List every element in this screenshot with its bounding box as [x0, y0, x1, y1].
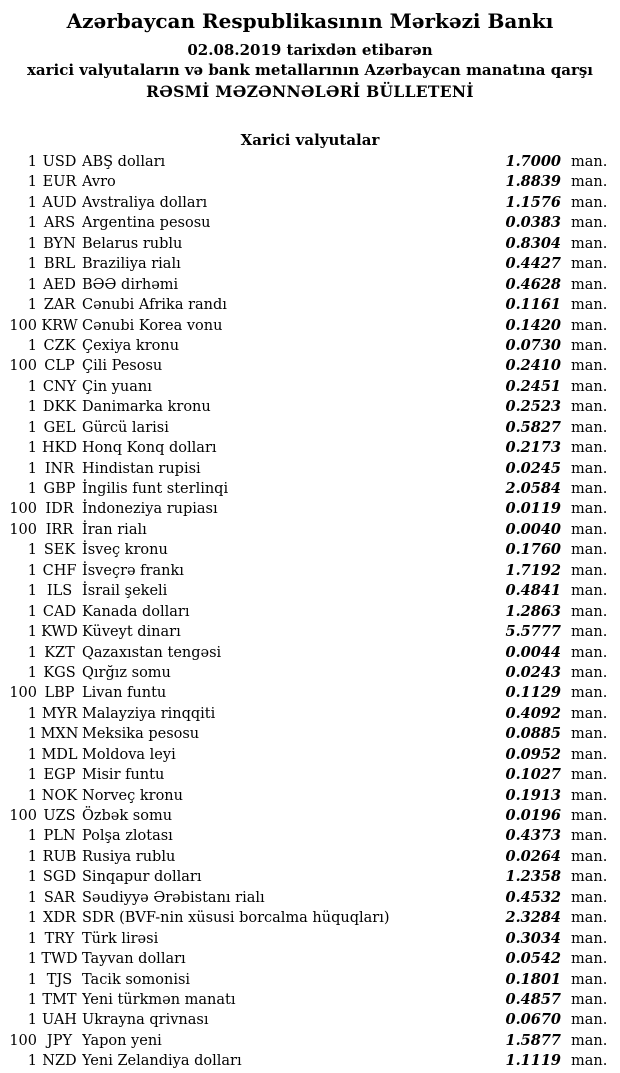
table-row	[0, 581, 608, 601]
table-row	[0, 826, 608, 846]
currency-code: KRW	[41, 317, 78, 334]
rate-unit: man.	[571, 440, 608, 457]
currency-name: Sinqapur dolları	[82, 869, 202, 886]
quantity: 1	[27, 664, 37, 681]
rate-value: 0.0040	[505, 520, 561, 538]
rate-value: 0.2451	[505, 377, 561, 395]
rate-value: 5.5777	[505, 623, 561, 641]
quantity: 100	[9, 685, 37, 702]
currency-name: Rusiya rublu	[82, 848, 176, 865]
rate-value: 0.1161	[505, 296, 561, 314]
rate-value: 0.0245	[505, 459, 561, 477]
table-row	[0, 867, 608, 887]
currency-name: Honq Konq dolları	[82, 440, 217, 457]
currency-code: TJS	[46, 971, 73, 988]
currency-name: Norveç kronu	[82, 787, 183, 804]
currency-code: MDL	[41, 746, 78, 763]
rate-unit: man.	[571, 1032, 608, 1049]
rate-value: 0.1420	[505, 316, 561, 334]
rate-value: 0.2410	[505, 357, 561, 375]
currency-code: PLN	[43, 828, 76, 845]
currency-code: CNY	[42, 378, 77, 395]
rate-value: 2.3284	[505, 909, 561, 927]
rate-unit: man.	[571, 358, 608, 375]
rate-value: 1.8839	[505, 173, 561, 191]
currency-name: Livan funtu	[82, 685, 167, 702]
rate-unit: man.	[571, 787, 608, 804]
currency-name: Çexiya kronu	[82, 337, 180, 354]
currency-name: Meksika pesosu	[82, 726, 200, 743]
rate-unit: man.	[571, 889, 608, 906]
rate-unit: man.	[571, 174, 608, 191]
currency-code: LBP	[44, 685, 75, 702]
currency-name: İsveçrə frankı	[82, 562, 184, 579]
quantity: 1	[27, 337, 37, 354]
currency-code: HKD	[41, 440, 78, 457]
currency-name: İsveç kronu	[82, 542, 168, 559]
currency-name: Çili Pesosu	[82, 358, 163, 375]
currency-name: Yapon yeni	[82, 1032, 162, 1049]
rate-value: 0.0542	[505, 950, 561, 968]
rate-value: 0.0196	[505, 807, 561, 824]
table-row	[0, 949, 608, 969]
currency-name: Cənubi Korea vonu	[82, 317, 223, 334]
rate-unit: man.	[571, 624, 608, 641]
currency-code: KWD	[41, 624, 78, 641]
currency-code: JPY	[46, 1032, 73, 1049]
rate-value: 0.5827	[505, 418, 561, 436]
currency-name: Malayziya rinqqiti	[82, 705, 216, 722]
quantity: 1	[27, 705, 37, 722]
rate-unit: man.	[571, 337, 608, 354]
quantity: 1	[27, 889, 37, 906]
quantity: 1	[27, 440, 37, 457]
currency-code: GEL	[43, 419, 76, 436]
table-row	[0, 397, 608, 417]
rate-value: 0.4373	[505, 827, 561, 845]
table-row	[0, 418, 608, 438]
quantity: 1	[27, 1053, 37, 1070]
quantity: 1	[27, 848, 37, 865]
rate-unit: man.	[571, 767, 608, 784]
rate-unit: man.	[571, 562, 608, 579]
currency-name: Belarus rublu	[82, 235, 183, 252]
rate-unit: man.	[571, 705, 608, 722]
currency-name: Misir funtu	[82, 767, 165, 784]
rate-value: 0.0885	[505, 725, 561, 743]
currency-code: AED	[43, 276, 76, 293]
rate-value: 0.0670	[505, 1011, 561, 1029]
rate-unit: man.	[571, 930, 608, 947]
currency-code: GBP	[43, 481, 76, 497]
rate-value: 0.2173	[505, 439, 561, 457]
currency-name: Hindistan rupisi	[82, 460, 201, 477]
rate-value: 0.4427	[505, 255, 561, 273]
quantity: 1	[27, 746, 37, 763]
rate-unit: man.	[571, 378, 608, 395]
rate-unit: man.	[571, 1053, 608, 1070]
table-row	[0, 724, 608, 744]
table-row	[0, 765, 608, 785]
rate-unit: man.	[571, 951, 608, 968]
bulletin-title: RƏSMİ MƏZƏNNƏLƏRİ BÜLLETENİ	[146, 82, 474, 101]
currency-code: CLP	[44, 358, 75, 375]
rate-value: 0.0952	[505, 745, 561, 763]
currency-code: SAR	[43, 889, 76, 906]
currency-code: NOK	[41, 787, 78, 804]
quantity: 1	[27, 256, 37, 273]
rate-value: 1.1119	[505, 1052, 561, 1070]
currency-name: Braziliya rialı	[82, 256, 181, 273]
quantity: 1	[27, 1012, 37, 1029]
rate-unit: man.	[571, 542, 608, 559]
currency-name: İran rialı	[82, 521, 147, 538]
table-row	[0, 1031, 608, 1051]
rate-unit: man.	[571, 726, 608, 743]
table-row	[0, 152, 608, 172]
quantity: 1	[27, 603, 37, 620]
quantity: 1	[27, 583, 37, 600]
rate-value: 0.1913	[505, 786, 561, 804]
currency-code: SGD	[42, 869, 77, 886]
currency-name: ABŞ dolları	[82, 154, 166, 170]
quantity: 1	[27, 624, 37, 641]
quantity: 1	[27, 971, 37, 988]
currency-code: INR	[44, 460, 75, 477]
currency-name: Polşa zlotası	[82, 828, 173, 845]
currency-code: NZD	[42, 1053, 77, 1070]
quantity: 1	[27, 297, 37, 314]
rate-value: 0.8304	[505, 234, 561, 252]
currency-code: MYR	[41, 705, 78, 722]
quantity: 1	[27, 828, 37, 845]
currency-code: EUR	[42, 174, 77, 191]
quantity: 1	[27, 154, 37, 170]
rate-unit: man.	[571, 521, 608, 538]
currency-code: TRY	[44, 930, 75, 947]
currency-code: XDR	[43, 910, 76, 927]
rate-unit: man.	[571, 501, 608, 518]
rate-unit: man.	[571, 583, 608, 600]
currency-code: TMT	[42, 991, 77, 1008]
rate-unit: man.	[571, 603, 608, 620]
rate-value: 0.3034	[505, 929, 561, 947]
table-row	[0, 377, 608, 397]
currency-name: Moldova leyi	[82, 746, 176, 763]
rate-unit: man.	[571, 685, 608, 702]
quantity: 1	[27, 399, 37, 416]
table-row	[0, 275, 608, 295]
rate-value: 0.4857	[505, 990, 561, 1008]
quantity: 1	[27, 869, 37, 886]
currency-code: CZK	[43, 337, 76, 354]
quantity: 1	[27, 235, 37, 252]
rate-value: 1.7000	[505, 153, 561, 170]
quantity: 1	[27, 562, 37, 579]
rate-value: 0.1027	[505, 766, 561, 784]
currency-code: KZT	[44, 644, 75, 661]
rate-value: 0.0730	[505, 336, 561, 354]
rate-value: 0.4092	[505, 704, 561, 722]
quantity: 1	[27, 174, 37, 191]
rate-unit: man.	[571, 808, 608, 824]
currency-code: CAD	[42, 603, 77, 620]
quantity: 1	[27, 215, 37, 232]
quantity: 1	[27, 194, 37, 211]
rate-value: 1.2863	[505, 602, 561, 620]
quantity: 1	[27, 644, 37, 661]
rate-unit: man.	[571, 154, 608, 170]
currency-code: TWD	[41, 951, 78, 968]
currency-code: EGP	[43, 767, 76, 784]
rate-value: 0.0119	[505, 500, 561, 518]
rate-unit: man.	[571, 481, 608, 497]
rate-unit: man.	[571, 664, 608, 681]
rate-unit: man.	[571, 644, 608, 661]
rate-value: 0.1760	[505, 541, 561, 559]
table-row	[0, 970, 608, 990]
rate-value: 0.0264	[505, 847, 561, 865]
currency-name: BƏƏ dirhəmi	[82, 276, 179, 293]
rate-unit: man.	[571, 399, 608, 416]
table-row	[0, 622, 608, 642]
table-row	[0, 336, 608, 356]
table-row	[0, 643, 608, 663]
rate-unit: man.	[571, 419, 608, 436]
quantity: 100	[9, 1032, 37, 1049]
quantity: 1	[27, 787, 37, 804]
table-row	[0, 847, 608, 867]
quantity: 1	[27, 276, 37, 293]
rate-unit: man.	[571, 991, 608, 1008]
currency-name: Tayvan dolları	[82, 951, 186, 968]
quantity: 1	[27, 767, 37, 784]
rate-unit: man.	[571, 256, 608, 273]
currency-code: UAH	[42, 1012, 77, 1029]
table-row	[0, 193, 608, 213]
table-row	[0, 561, 608, 581]
quantity: 1	[27, 481, 37, 497]
currency-name: Danimarka kronu	[82, 399, 211, 416]
rate-unit: man.	[571, 235, 608, 252]
table-row	[0, 1051, 608, 1071]
rate-unit: man.	[571, 910, 608, 927]
quantity: 100	[9, 808, 37, 824]
currency-code: USD	[42, 154, 77, 170]
rates-table	[0, 152, 620, 1072]
currency-name: Cənubi Afrika randı	[82, 297, 227, 314]
table-row	[0, 499, 608, 519]
currency-name: Yeni türkmən manatı	[82, 991, 236, 1008]
currency-code: CHF	[42, 562, 77, 579]
currency-name: Çin yuanı	[82, 378, 152, 395]
table-row	[0, 663, 608, 683]
rate-unit: man.	[571, 460, 608, 477]
quantity: 100	[9, 521, 37, 538]
currency-code: RUB	[42, 848, 77, 865]
table-row	[0, 786, 608, 806]
rate-value: 0.1129	[505, 684, 561, 702]
currency-name: Tacik somonisi	[82, 971, 191, 988]
rate-unit: man.	[571, 1012, 608, 1029]
quantity: 1	[27, 951, 37, 968]
currency-code: UZS	[43, 808, 76, 824]
table-row	[0, 479, 608, 499]
currency-name: Ukrayna qrivnası	[82, 1012, 209, 1029]
quantity: 1	[27, 726, 37, 743]
table-row	[0, 1010, 608, 1030]
table-row	[0, 929, 608, 949]
rate-unit: man.	[571, 848, 608, 865]
section-title-foreign-currencies: Xarici valyutalar	[240, 131, 380, 149]
rate-value: 1.5877	[505, 1031, 561, 1049]
rate-value: 0.0383	[505, 214, 561, 232]
currency-name: Avro	[82, 174, 116, 191]
currency-name: Səudiyyə Ərəbistanı rialı	[82, 889, 265, 906]
table-row	[0, 234, 608, 254]
rate-value: 0.0243	[505, 663, 561, 681]
currency-name: Avstraliya dolları	[82, 194, 208, 211]
rate-value: 0.1801	[505, 970, 561, 988]
table-row	[0, 172, 608, 192]
quantity: 1	[27, 910, 37, 927]
currency-name: Özbək somu	[82, 808, 173, 824]
currency-name: Gürcü larisi	[82, 419, 169, 436]
table-row	[0, 356, 608, 376]
currency-name: Küveyt dinarı	[82, 624, 181, 641]
table-row	[0, 704, 608, 724]
currency-name: Türk lirəsi	[82, 930, 159, 947]
quantity: 1	[27, 930, 37, 947]
document-header	[0, 0, 620, 102]
rate-value: 0.4628	[505, 275, 561, 293]
currency-code: KGS	[43, 664, 76, 681]
currency-code: BRL	[43, 256, 76, 273]
currency-code: SEK	[43, 542, 76, 559]
table-row	[0, 295, 608, 315]
rate-unit: man.	[571, 194, 608, 211]
rate-unit: man.	[571, 317, 608, 334]
rate-value: 0.2523	[505, 398, 561, 416]
currency-name: Qırğız somu	[82, 664, 171, 681]
rate-value: 1.2358	[505, 868, 561, 886]
table-row	[0, 806, 608, 826]
currency-code: BYN	[43, 235, 76, 252]
rate-unit: man.	[571, 869, 608, 886]
table-row	[0, 254, 608, 274]
currency-code: ZAR	[43, 297, 76, 314]
currency-name: Qazaxıstan tengəsi	[82, 644, 222, 661]
table-row	[0, 990, 608, 1010]
table-row	[0, 213, 608, 233]
quantity: 1	[27, 542, 37, 559]
currency-name: Argentina pesosu	[82, 215, 211, 232]
rate-unit: man.	[571, 276, 608, 293]
currency-name: Yeni Zelandiya dolları	[82, 1053, 242, 1070]
currency-name: İngilis funt sterlinqi	[82, 481, 229, 497]
table-row	[0, 438, 608, 458]
currency-code: ILS	[46, 583, 73, 600]
rate-unit: man.	[571, 971, 608, 988]
currency-code: IDR	[45, 501, 74, 518]
rate-unit: man.	[571, 746, 608, 763]
quantity: 1	[27, 419, 37, 436]
rate-value: 1.7192	[505, 561, 561, 579]
rate-value: 2.0584	[505, 480, 561, 497]
effective-date-line: 02.08.2019 tarixdən etibarən	[187, 41, 433, 59]
currency-code: IRR	[45, 521, 74, 538]
rate-value: 0.0044	[505, 643, 561, 661]
rate-value: 1.1576	[505, 193, 561, 211]
table-row	[0, 888, 608, 908]
table-row	[0, 316, 608, 336]
table-row	[0, 520, 608, 540]
rate-value: 0.4841	[505, 582, 561, 600]
table-row	[0, 459, 608, 479]
currency-code: DKK	[42, 399, 77, 416]
bulletin-subtitle: xarici valyutaların və bank metallarının Azərbaycan manatına qarşı	[26, 61, 594, 79]
bank-title: Azərbaycan Respublikasının Mərkəzi Bankı	[66, 9, 554, 33]
quantity: 100	[9, 501, 37, 518]
table-row	[0, 908, 608, 928]
quantity: 1	[27, 460, 37, 477]
table-row	[0, 683, 608, 703]
rate-unit: man.	[571, 828, 608, 845]
quantity: 100	[9, 317, 37, 334]
rate-unit: man.	[571, 215, 608, 232]
currency-name: İsrail şekeli	[82, 583, 168, 600]
currency-name: İndoneziya rupiası	[82, 501, 218, 518]
currency-code: MXN	[40, 726, 79, 743]
currency-name: Kanada dolları	[82, 603, 190, 620]
table-row	[0, 745, 608, 765]
currency-code: AUD	[42, 194, 77, 211]
quantity: 100	[9, 358, 37, 375]
quantity: 1	[27, 991, 37, 1008]
rate-value: 0.4532	[505, 888, 561, 906]
rate-unit: man.	[571, 297, 608, 314]
table-row	[0, 602, 608, 622]
table-row	[0, 540, 608, 560]
currency-code: ARS	[43, 215, 76, 232]
quantity: 1	[27, 378, 37, 395]
currency-name: SDR (BVF-nin xüsusi borcalma hüquqları)	[82, 910, 390, 927]
